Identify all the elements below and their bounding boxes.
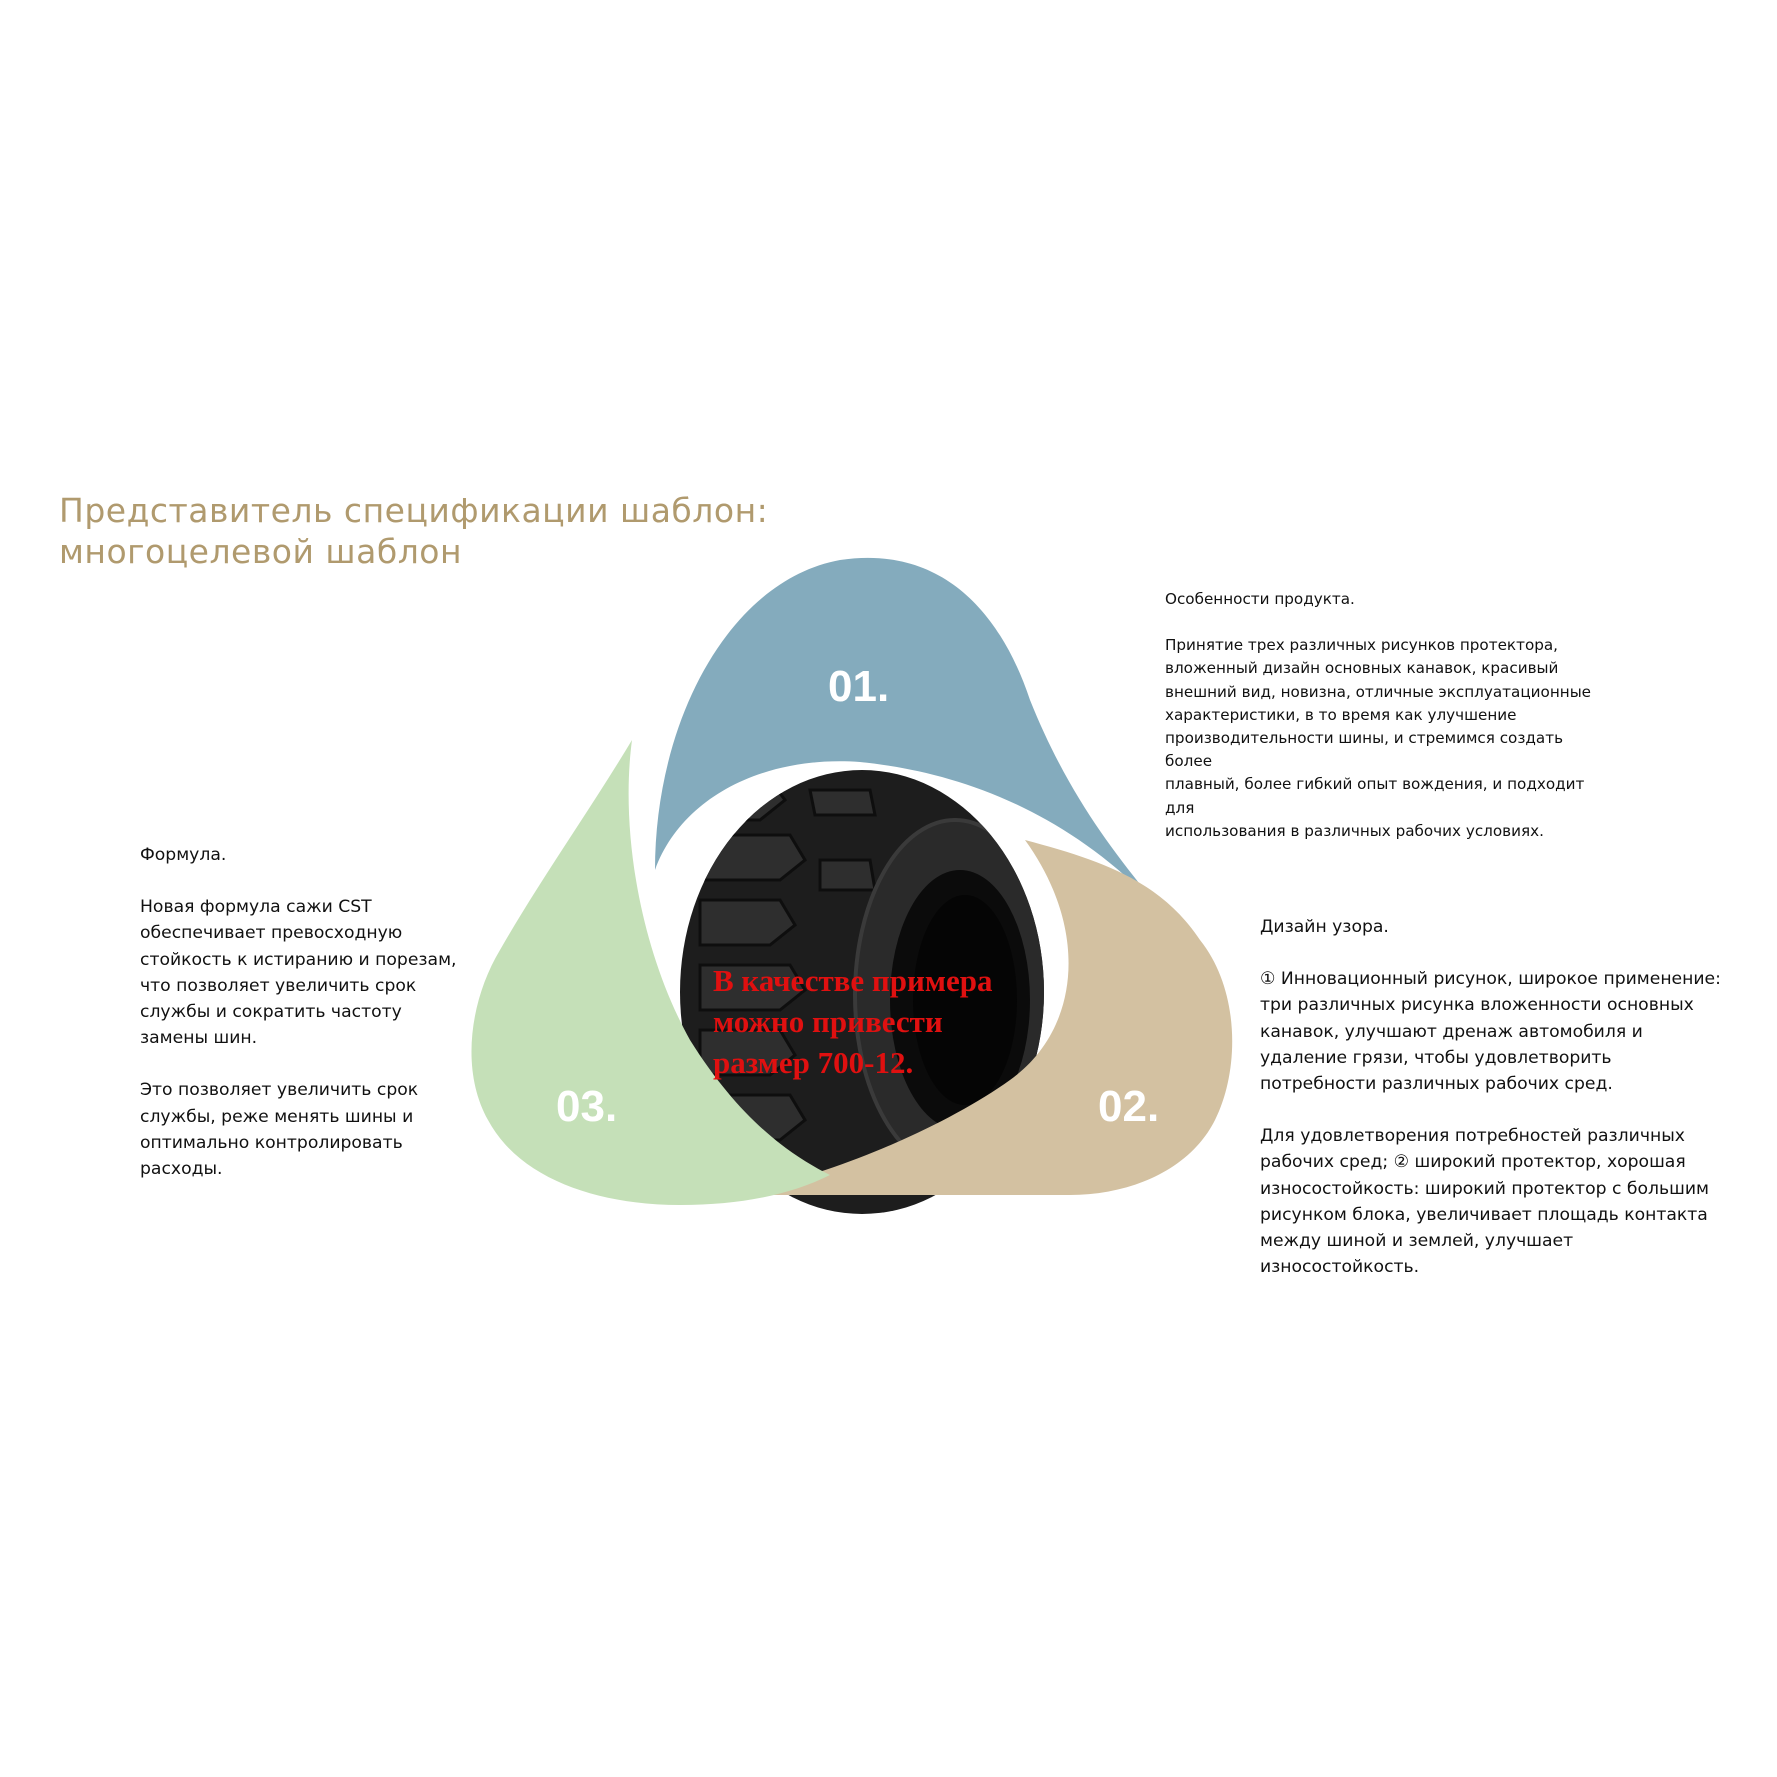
features-line: характеристики, в то время как улучшение xyxy=(1165,705,1517,724)
formula-paragraph-1: Новая формула сажи CST обеспечивает превосходную стойкость к истиранию и порезам, что позволяет увеличить срок службы и сократить частоту замены шин. xyxy=(140,897,457,1049)
formula-paragraph-2: Это позволяет увеличить срок службы, реже менять шины и оптимально контролировать расходы. xyxy=(140,1080,419,1180)
pattern-heading: Дизайн узора. xyxy=(1260,917,1389,937)
features-heading: Особенности продукта. xyxy=(1165,590,1355,608)
features-line: использования в различных рабочих условиях. xyxy=(1165,821,1544,840)
title-line-1: Представитель спецификации шаблон: xyxy=(59,491,769,530)
pattern-paragraph-1: ① Инновационный рисунок, широкое применение: три различных рисунка вложенности основных канавок, улучшают дренаж автомобиля и удаление грязи, чтобы удовлетворить потребности различных рабочих сред. xyxy=(1260,969,1721,1095)
overlay-size-note: В качестве примера можно привести размер 700-12. xyxy=(713,963,993,1080)
step-number-01: 01. xyxy=(828,662,890,711)
title-line-2: многоцелевой шаблон xyxy=(59,532,463,571)
step-number-03: 03. xyxy=(556,1082,618,1131)
features-line: вложенный дизайн основных канавок, красивый xyxy=(1165,659,1559,678)
pattern-block xyxy=(1260,914,1730,1280)
features-line: Принятие трех различных рисунков протектора, xyxy=(1165,636,1559,655)
features-line: внешний вид, новизна, отличные эксплуатационные xyxy=(1165,682,1592,701)
formula-heading: Формула. xyxy=(140,845,227,865)
formula-block xyxy=(140,842,460,1182)
step-number-02: 02. xyxy=(1098,1082,1160,1131)
features-block xyxy=(1165,588,1605,843)
pattern-paragraph-2: Для удовлетворения потребностей различных рабочих сред; ② широкий протектор, хорошая износостойкость: широкий протектор с большим рисунком блока, увеличивает площадь контакта между шиной и землей, улучшает износостойкость. xyxy=(1260,1126,1709,1278)
features-line: производительности шины, и стремимся создать более xyxy=(1165,729,1564,771)
features-line: плавный, более гибкий опыт вождения, и подходит для xyxy=(1165,775,1585,817)
